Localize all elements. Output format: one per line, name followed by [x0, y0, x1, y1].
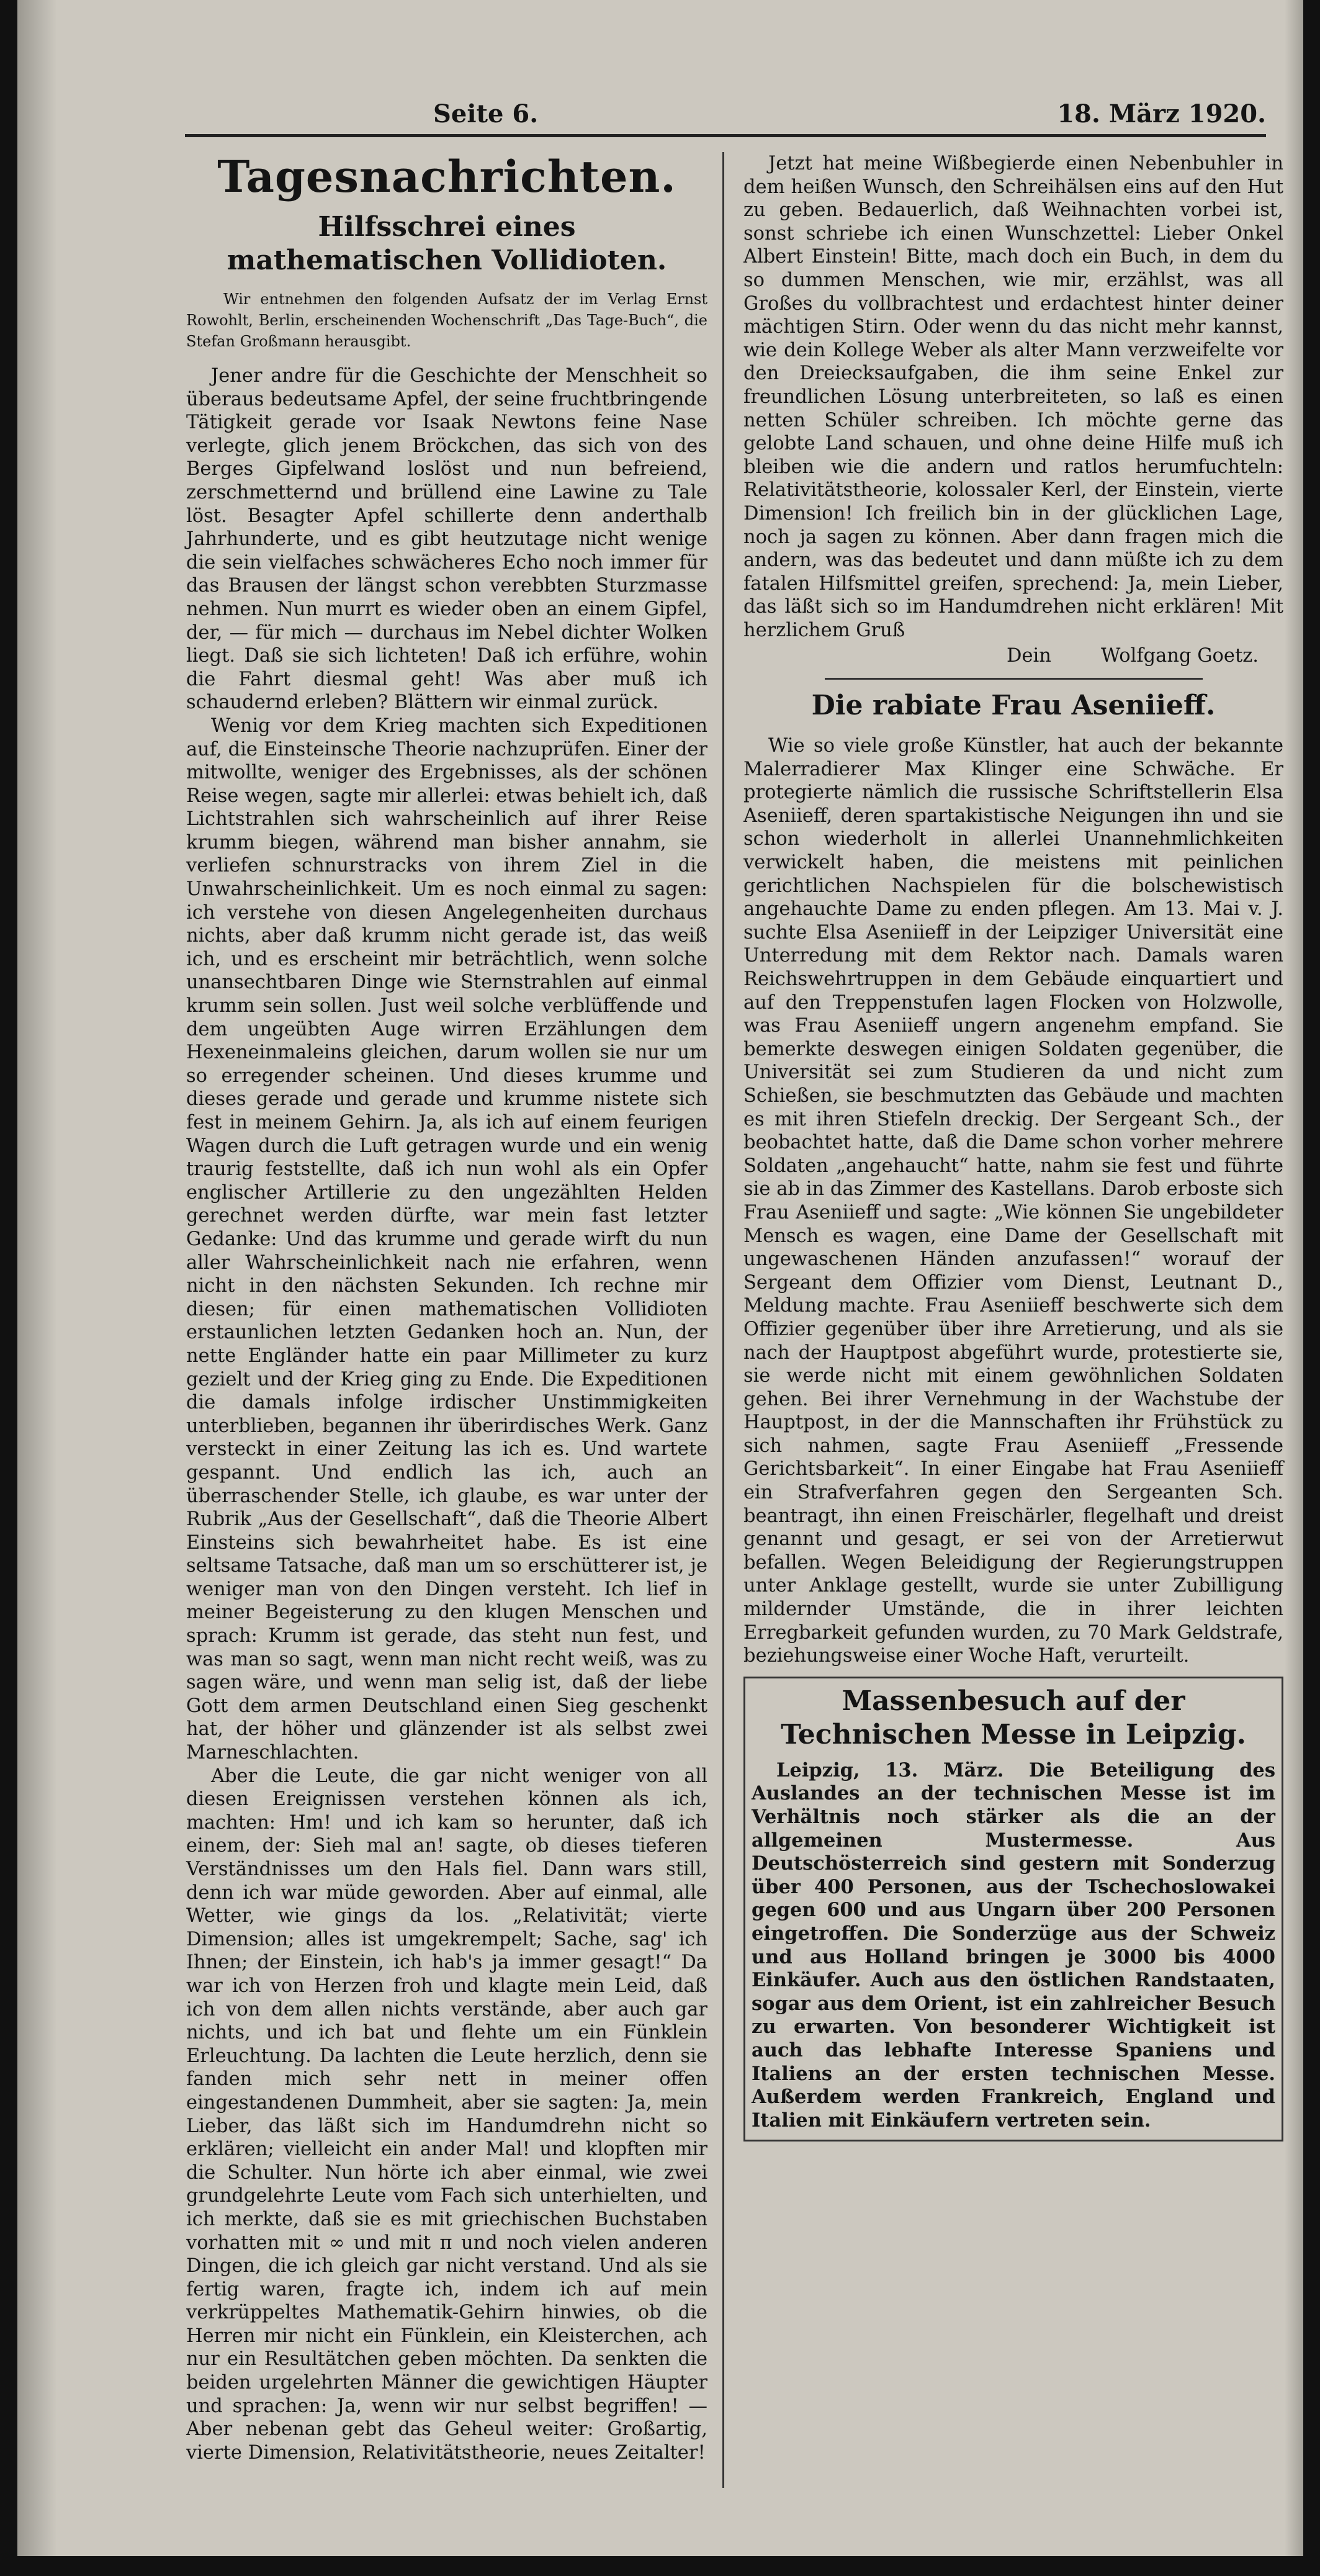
article1-signature [743, 644, 1283, 668]
article-separator [825, 678, 1203, 680]
column-left [186, 152, 707, 2500]
page-number: Seite 6. [433, 99, 539, 128]
article3-title: Massenbesuch auf der Technischen Messe in Leipzig. [781, 1685, 1246, 1750]
article1-paragraph: Jetzt hat meine Wißbegierde einen Nebenbuhler in dem heißen Wunsch, den Schreihälsen eins auf den Hut zu geben. Bedauerlich, daß Weihnachten vorbei ist, sonst schriebe ich einen Wunschzettel: Lieber Onkel Albert Einstein! Bitte, mach doch ein Buch, in dem du so dummen Menschen, wie mir, erzählst, was all Großes du vollbrachtest und erdachtest hinter deiner mächtigen Stirn. Oder wenn du das nicht mehr kannst, wie dein Kollege Weber als alter Mann verzweifelte vor den Dreiecksaufgaben, die ihm seine Enkel zur freundlichen Lösung unterbreiteten, so laß es einen netten Schüler schreiben. Ich möchte gerne das gelobte Land schauen, und ohne deine Hilfe muß ich bleiben wie die andern und ratlos herumfuchteln: Relativitätstheorie, kolossaler Kerl, der Einstein, vierte Dimension! Ich freilich bin in der glücklichen Lage, noch ja sagen zu können. Aber dann fragen mich die andern, was das bedeutet und dann müßte ich zu dem fatalen Hilfsmittel greifen, sprechend: Ja, mein Lieber, das läßt sich so im Handumdrehen nicht erklären! Mit herzlichem Gruß [743, 153, 1283, 641]
article2-title: Die rabiate Frau Aseniieff. [811, 690, 1216, 722]
column-divider [722, 152, 724, 2488]
signature-name: Wolfgang Goetz. [1100, 645, 1259, 667]
column-right [743, 152, 1283, 2500]
article1-paragraph: Wenig vor dem Krieg machten sich Expeditionen auf, die Einsteinsche Theorie nachzuprüfen. Einer der mitwollte, weniger des Ergebnisses, als der schönen Reise wegen, sagte mir allerlei: etwas behielt ich, daß Lichtstrahlen sich wahrscheinlich auf ihrer Reise krumm biegen, während man bisher annahm, sie verliefen schnurstracks von ihrem Ziel in die Unwahrscheinlichkeit. Um es noch einmal zu sagen: ich verstehe von diesen Angelegenheiten durchaus nichts, aber daß krumm nicht gerade ist, das weiß ich, und es erscheint mir beträchtlich, wenn solche unansechtbaren Dinge wie Sternstrahlen auf einmal krumm sein sollen. Just weil solche verblüffende und dem ungeübten Auge wirren Erzählungen dem Hexeneinmaleins gleichen, darum wollen sie nur um so erregender scheinen. Und dieses krumme und dieses gerade und gerade und krumme nistete sich fest in meinem Gehirn. Ja, als ich auf einem feurigen Wagen durch die Luft getragen wurde und ein wenig traurig feststellte, daß ich nun wohl als ein Opfer englischer Artillerie zu den ungezählten Helden gerechnet werden dürfte, war mein fast letzter Gedanke: Und das krumme und gerade wirft du nun aller Wahrscheinlichkeit nach nie erfahren, wenn nicht in den nächsten Sekunden. Ich rechne mir diesen; für einen mathematischen Vollidioten erstaunlichen letzten Gedanken hoch an. Nun, der nette Engländer hatte ein paar Millimeter zu kurz gezielt und der Krieg ging zu Ende. Die Expeditionen die damals infolge irdischer Unstimmigkeiten unterblieben, begannen ihr überirdisches Werk. Ganz versteckt in einer Zeitung las ich es. Und wartete gespannt. Und endlich las ich, auch an überraschender Stelle, ich glaube, es war unter der Rubrik „Aus der Gesellschaft“, daß die Theorie Albert Einsteins sich bewahrheitet habe. Es ist eine seltsame Tatsache, daß man um so erschütterer ist, je weniger man von den Dingen versteht. Ich lief in meiner Begeisterung zu den klugen Menschen und sprach: Krumm ist gerade, das steht nun fest, und was man so sagt, wenn man nicht recht weiß, was zu sagen wäre, und wenn man selig ist, daß der liebe Gott dem armen Deutschland einen Sieg geschenkt hat, der höher und glänzender ist als selbst zwei Marneschlachten. [186, 714, 707, 1764]
article3-paragraph: Leipzig, 13. März. Die Beteiligung des Auslandes an der technischen Messe ist im Verhältnis noch stärker als die an der allgemeinen Mustermesse. Aus Deutschösterreich sind gestern mit Sonderzug über 400 Personen, aus der Tschechoslowakei gegen 600 und aus Ungarn über 200 Personen eingetroffen. Die Sonderzüge aus der Schweiz und aus Holland bringen je 3000 bis 4000 Einkäufer. Auch aus den östlichen Randstaaten, sogar aus dem Orient, ist ein zahlreicher Besuch zu erwarten. Von besonderer Wichtigkeit ist auch das lebhafte Interesse Spaniens und Italiens an der ersten technischen Messe. Außerdem werden Frankreich, England und Italien mit Einkäufern vertreten sein. [752, 1759, 1275, 2132]
signature-prefix: Dein [1007, 645, 1051, 667]
article3-box [743, 1677, 1283, 2142]
newspaper-page [17, 0, 1303, 2556]
page-edge-right [1285, 0, 1303, 2556]
header-rule [185, 134, 1266, 137]
page-header [185, 93, 1266, 143]
article2-paragraph: Wie so viele große Künstler, hat auch der bekannte Malerradierer Max Klinger eine Schwäche. Er protegierte nämlich die russische Schriftstellerin Elsa Aseniieff, deren spartakistische Neigungen ihn und sie schon wiederholt in allerlei Unannehmlichkeiten verwickelt haben, die meistens mit peinlichen gerichtlichen Nachspielen für die bolschewistisch angehauchte Dame zu enden pflegen. Am 13. Mai v. J. suchte Elsa Aseniieff in der Leipziger Universität eine Unterredung mit dem Rektor nach. Damals waren Reichswehrtruppen in dem Gebäude einquartiert und auf den Treppenstufen lagen Flocken von Holzwolle, was Frau Aseniieff ungern angenehm empfand. Sie bemerkte deswegen einigen Soldaten gegenüber, die Universität sei zum Studieren da und nicht zum Schießen, sie beschmutzten das Gebäude und machten es mit ihren Stiefeln dreckig. Der Sergeant Sch., der beobachtet hatte, daß die Dame schon vorher mehrere Soldaten „angehaucht“ hatte, nahm sie fest und führte sie ab in das Zimmer des Kastellans. Darob erboste sich Frau Aseniieff und sagte: „Wie können Sie ungebildeter Mensch es wagen, eine Dame der Gesellschaft mit ungewaschenen Händen anzufassen!“ worauf der Sergeant dem Offizier vom Dienst, Leutnant D., Meldung machte. Frau Aseniieff beschwerte sich dem Offizier gegenüber über ihre Arretierung, und als sie nach der Hauptpost abgeführt wurde, protestierte sie, sie werde nicht mit einem gewöhnlichen Soldaten gehen. Bei ihrer Vernehmung in der Wachstube der Hauptpost, in der die Mannschaften ihr Frühstück zu sich nahmen, sagte Frau Aseniieff „Fressende Gerichtsbarkeit“. In einer Eingabe hat Frau Aseniieff ein Strafverfahren gegen den Sergeanten Sch. beantragt, ihn einen Freischärler, flegelhaft und dreist genannt und gesagt, er sei von der Arretierwut befallen. Wegen Beleidigung der Regierungstruppen unter Anklage gestellt, wurde sie unter Zubilligung mildernder Umstände, die in ihrer leichten Erregbarkeit gefunden wurden, zu 70 Mark Geldstrafe, beziehungsweise einer Woche Haft, verurteilt. [743, 735, 1283, 1667]
issue-date: 18. März 1920. [1057, 99, 1266, 128]
section-title: Tagesnachrichten. [217, 151, 676, 202]
article1-intro: Wir entnehmen den folgenden Aufsatz der im Verlag Ernst Rowohlt, Berlin, erscheinenden Wochenschrift „Das Tage-Buch“, die Stefan Großmann herausgibt. [186, 290, 707, 350]
article1-title: Hilfsschrei eines mathematischen Vollidioten. [227, 211, 667, 276]
page-edge-left [17, 0, 57, 2556]
article1-paragraph: Aber die Leute, die gar nicht weniger von all diesen Ereignissen verstehen können als ich, machten: Hm! und ich kam so herunter, daß ich einem, der: Sieh mal an! sagte, ob dieses tieferen Verständnisses um den Hals fiel. Dann wars still, denn ich war müde geworden. Aber auf einmal, alle Wetter, wie gings da los. „Relativität; vierte Dimension; alles ist umgekrempelt; Sache, sag' ich Ihnen; der Einstein, ich hab's ja immer gesagt!“ Da war ich von Herzen froh und klagte mein Leid, daß ich von dem allen nichts verstände, aber auch gar nichts, und ich bat und flehte um ein Fünklein Erleuchtung. Da lachten die Leute herzlich, denn sie fanden mich sehr nett in meiner offen eingestandenen Dummheit, aber sie sagten: Ja, mein Lieber, das läßt sich im Handumdrehn nicht so erklären; vielleicht ein ander Mal! und klopften mir die Schulter. Nun hörte ich aber einmal, wie zwei grundgelehrte Leute vom Fach sich unterhielten, und ich merkte, daß sie es mit griechischen Buchstaben vorhatten mit ∞ und mit π und noch vielen anderen Dingen, die ich gleich gar nicht verstand. Und als sie fertig waren, fragte ich, indem ich auf mein verkrüppeltes Mathematik-Gehirn hinwies, ob die Herren mir nicht ein Fünklein, ein Kleisterchen, ach nur ein Resultätchen geben möchten. Da senkten die beiden urgelehrten Männer die gewichtigen Häupter und sprachen: Ja, wenn wir nur selbst begriffen! — Aber nebenan gebt das Geheul weiter: Großartig, vierte Dimension, Relativitätstheorie, neues Zeitalter! [186, 1765, 707, 2464]
article1-paragraph: Jener andre für die Geschichte der Menschheit so überaus bedeutsame Apfel, der seine fruchtbringende Tätigkeit gerade vor Isaak Newtons feine Nase verlegte, glich jenem Bröckchen, das sich von des Berges Gipfelwand loslöst und nun befreiend, zerschmetternd und brüllend eine Lawine zu Tale löst. Besagter Apfel schillerte denn anderthalb Jahrhunderte, und es gibt heutzutage nicht wenige die sein vielfaches schwächeres Echo noch immer für das Brausen der längst schon verebbten Sturzmasse nehmen. Nun murrt es wieder oben an einem Gipfel, der, — für mich — durchaus im Nebel dichter Wolken liegt. Daß sie sich lichteten! Daß ich erführe, wohin die Fahrt diesmal geht! Was aber muß ich schaudernd erleben? Blättern wir einmal zurück. [186, 365, 707, 714]
